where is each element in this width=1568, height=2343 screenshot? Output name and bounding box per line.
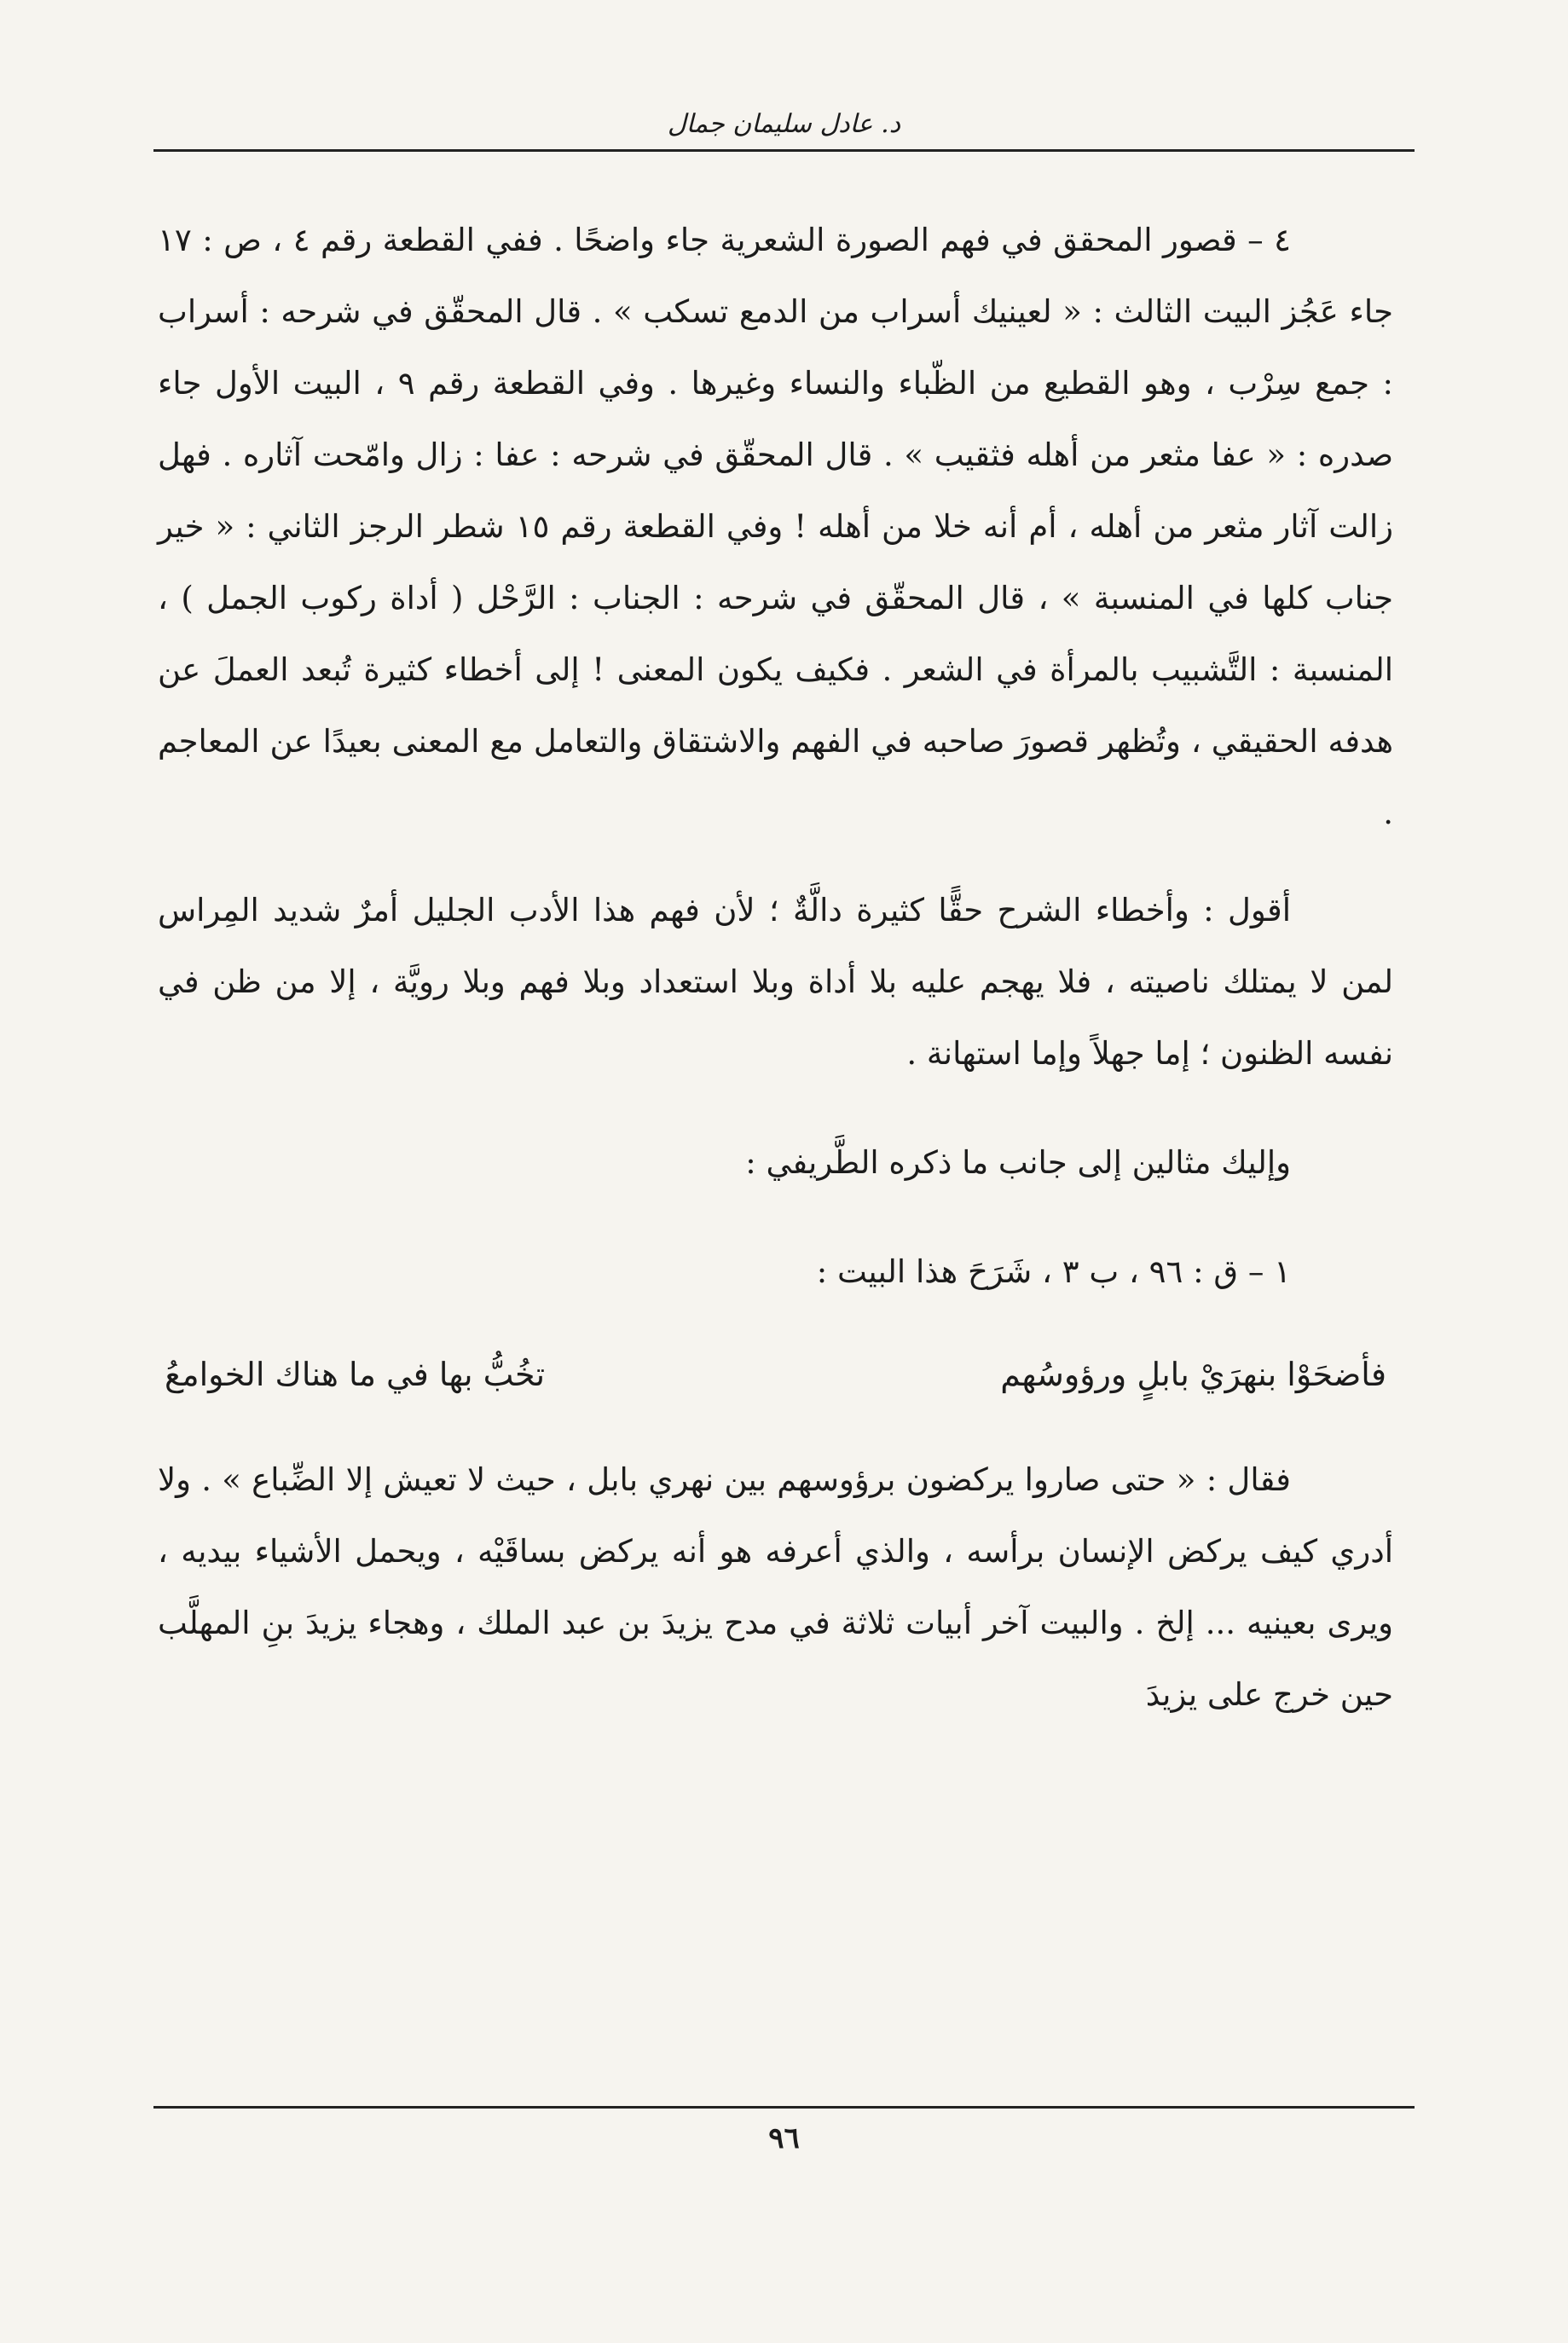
footer-rule [153, 2106, 1415, 2109]
paragraph-spacer [158, 1090, 1393, 1127]
paragraph-examples-intro: وإليك مثالين إلى جانب ما ذكره الطَّريفي : [745, 1144, 1291, 1181]
paragraph-spacer [158, 849, 1393, 875]
paragraph-spacer [158, 1308, 1393, 1333]
page-number: ٩٦ [768, 2121, 800, 2155]
verse-second-hemistich: تخُبُّ بها في ما هناك الخوامعُ [165, 1356, 546, 1393]
paragraph-author-comment: أقول : وأخطاء الشرح حقًّا كثيرة دالَّةٌ ؛ لأن فهم هذا الأدب الجليل أمرٌ شديد المِراس لمن لا يمتلك ناصيته ، فلا يهجم عليه بلا أداة وبلا استعداد وبلا فهم وبلا رويَّة ، إلا من ظن في نفسه الظنون ؛ إما جهلاً وإما استهانة . [158, 892, 1393, 1072]
paragraph-explanation: فقال : « حتى صاروا يركضون برؤوسهم بين نهري بابل ، حيث لا تعيش إلا الضِّباع » . ولا أدري كيف يركض الإنسان برأسه ، والذي أعرفه هو أنه يركض بساقَيْه ، ويحمل الأشياء بيديه ، ويرى بعينيه ... إلخ . والبيت آخر أبيات ثلاثة في مدح يزيدَ بن عبد الملك ، وهجاء يزيدَ بنِ المهلَّب حين خرج على يزيدَ [158, 1461, 1393, 1713]
page-body [158, 205, 1393, 1731]
running-head: د. عادل سليمان جمال [667, 109, 901, 139]
paragraph-point-4: ٤ – قصور المحقق في فهم الصورة الشعرية جاء واضحًا . ففي القطعة رقم ٤ ، ص : ١٧ جاء عَجُز البيت الثالث : « لعينيك أسراب من الدمع تسكب » . قال المحقّق في شرحه : أسراب : جمع سِرْب ، وهو القطيع من الظّباء والنساء وغيرها . وفي القطعة رقم ٩ ، البيت الأول جاء صدره : « عفا مثعر من أهله فثقيب » . قال المحقّق في شرحه : عفا : زال وامّحت آثاره . فهل زالت آثار مثعر من أهله ، أم أنه خلا من أهله ! وفي القطعة رقم ١٥ شطر الرجز الثاني : « خير جناب كلها في المنسبة » ، قال المحقّق في شرحه : الجناب : الرَّحْل ( أداة ركوب الجمل ) ، المنسبة : التَّشبيب بالمرأة في الشعر . فكيف يكون المعنى ! إلى أخطاء كثيرة تُبعد العملَ عن هدفه الحقيقي ، وتُظهر قصورَ صاحبه في الفهم والاشتقاق والتعامل مع المعنى بعيدًا عن المعاجم . [158, 222, 1393, 831]
header-rule [153, 149, 1415, 152]
paragraph-spacer [158, 1199, 1393, 1236]
verse-first-hemistich: فأضحَوْا بنهرَيْ بابلٍ ورؤوسُهم [1000, 1356, 1386, 1393]
paragraph-example-1: ١ – ق : ٩٦ ، ب ٣ ، شَرَحَ هذا البيت : [816, 1253, 1291, 1290]
poetry-verse [158, 1339, 1393, 1410]
